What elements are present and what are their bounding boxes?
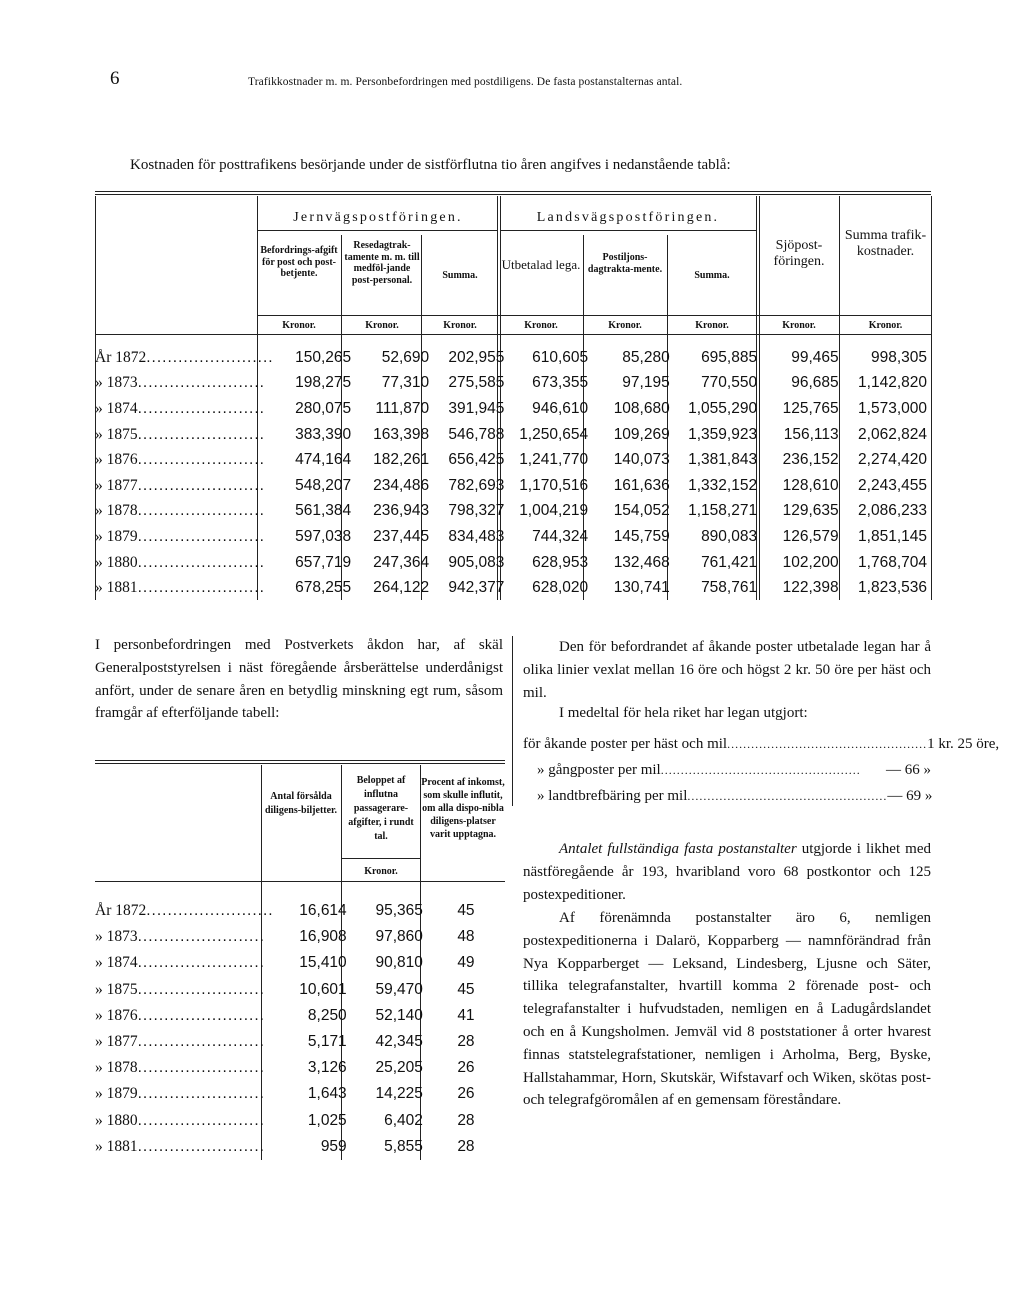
column-divider — [512, 636, 513, 806]
row-year-label: » 1881 — [95, 1137, 138, 1155]
table-top-rule — [95, 760, 505, 761]
table-cell: 59,470 — [375, 980, 423, 998]
italic-lead: Antalet fullständiga fasta postanstalter — [559, 841, 797, 857]
header-sjopost: Sjöpost-föringen. — [773, 238, 825, 270]
running-head: Trafikkostnader m. m. Personbefordringen med postdiligens. De fasta postanstalternas antal. — [248, 76, 683, 88]
table-cell: 126,579 — [782, 527, 839, 545]
row-year: » 1880........................ — [95, 553, 265, 571]
unit-label: Kronor. — [443, 320, 477, 331]
row-year-label: » 1881 — [95, 579, 138, 597]
unit-label: Kronor. — [524, 320, 558, 331]
table-cell: 202,955 — [448, 348, 505, 366]
table-cell: 383,390 — [295, 425, 352, 443]
row-year: År 1872........................ — [95, 348, 274, 366]
table-cell: 163,398 — [373, 425, 430, 443]
header-resedag: Resedagtrak-tamente m. m. till medföl-jande post-personal. — [344, 240, 420, 286]
table-cell: 122,398 — [782, 579, 839, 597]
header-belopp: Beloppet af influtna passagerare-afgifter, i rundt tal. — [348, 775, 414, 842]
table-row — [95, 473, 931, 499]
table-cell: 97,860 — [375, 928, 423, 946]
row-year-label: » 1876 — [95, 451, 138, 469]
table-row — [95, 1029, 505, 1055]
table-cell: 182,261 — [373, 451, 430, 469]
table-cell: 1,851,145 — [858, 527, 927, 545]
row-year: » 1877........................ — [95, 1033, 265, 1051]
row-year: » 1879........................ — [95, 527, 265, 545]
row-year-label: » 1874 — [95, 399, 138, 417]
row-year-label: » 1878 — [95, 502, 138, 520]
table-cell: 1,241,770 — [519, 451, 589, 469]
table-cell: 5,171 — [307, 1033, 347, 1051]
header-rule — [95, 881, 505, 882]
table-cell: 2,243,455 — [858, 476, 927, 494]
header-rule — [258, 315, 931, 316]
table-cell: 1,250,654 — [519, 425, 589, 443]
table-cell: 3,126 — [307, 1059, 347, 1077]
row-year: » 1875........................ — [95, 980, 265, 998]
row-year: » 1875........................ — [95, 425, 265, 443]
unit-rule — [95, 334, 931, 335]
table-cell: 234,486 — [373, 476, 430, 494]
table-row — [95, 371, 931, 397]
table-cell: 946,610 — [532, 399, 589, 417]
table-cell: 1,142,820 — [858, 374, 927, 392]
table-cell: 5,855 — [384, 1137, 423, 1155]
table-cell: 236,152 — [782, 451, 839, 469]
rate-value: — 66 » — [886, 762, 931, 778]
row-year-label: » 1876 — [95, 1006, 138, 1024]
group-landsvag: Landsvägspostföringen. — [536, 210, 720, 225]
table-cell: 108,680 — [613, 399, 670, 417]
table-cell: 610,605 — [532, 348, 589, 366]
table-cell: 678,255 — [295, 579, 352, 597]
table-cell: 597,038 — [295, 527, 352, 545]
table-cell: 49 — [457, 954, 475, 972]
table-row — [95, 977, 505, 1003]
table-cell: 546,788 — [448, 425, 505, 443]
left-paragraph: I personbefordringen med Postverkets åkdon har, af skäl Generalpoststyrelsen i näst föregående årsberättelse underdånigst anfört, under de senare åren en betydlig minskning egt rum, såsom framgår af efterföljande tabell: — [95, 637, 503, 722]
rate-row: » gångposter per mil .................................................. — 66 » — [523, 762, 931, 784]
row-year: » 1876........................ — [95, 451, 265, 469]
table-cell: 109,269 — [613, 425, 670, 443]
table-row — [95, 447, 931, 473]
table-cell: 128,610 — [782, 476, 839, 494]
table-row — [95, 550, 931, 576]
table-cell: 561,384 — [295, 502, 352, 520]
table-cell: 85,280 — [622, 348, 670, 366]
col-rule — [931, 196, 932, 600]
table-cell: 264,122 — [373, 579, 430, 597]
rate-value: 1 kr. 25 öre, — [927, 736, 1000, 752]
row-year: » 1874........................ — [95, 399, 265, 417]
table-cell: 77,310 — [381, 374, 430, 392]
table-cell: 657,719 — [295, 553, 352, 571]
rate-label: » gångposter per mil — [537, 762, 661, 778]
table-cell: 247,364 — [373, 553, 430, 571]
right-para-3 — [523, 838, 931, 906]
group-jernvag: Jernvägspostföringen. — [293, 210, 463, 225]
table-cell: 156,113 — [783, 425, 839, 443]
row-year-label: » 1877 — [95, 1033, 138, 1051]
table-cell: 758,761 — [701, 579, 758, 597]
header-postiljon: Postiljons-dagtrakta-mente. — [587, 252, 663, 275]
row-year-label: » 1873 — [95, 928, 138, 946]
header-befordring: Befordrings-afgift för post och post-betjente. — [260, 245, 338, 279]
table-cell: 15,410 — [299, 954, 347, 972]
row-year-label: » 1879 — [95, 527, 138, 545]
table-cell: 1,055,290 — [688, 399, 758, 417]
table-cell: 8,250 — [307, 1006, 347, 1024]
table-cell: 391,945 — [448, 399, 505, 417]
table-cell: 129,635 — [782, 502, 839, 520]
table-cell: 1,170,516 — [519, 476, 589, 494]
table-cell: 1,025 — [307, 1111, 347, 1129]
row-year-label: » 1877 — [95, 476, 138, 494]
row-year: » 1881........................ — [95, 1137, 265, 1155]
table-cell: 1,823,536 — [858, 579, 927, 597]
row-year-label: » 1875 — [95, 980, 138, 998]
unit-label: Kronor. — [868, 320, 903, 331]
unit-label: Kronor. — [365, 320, 399, 331]
table-cell: 145,759 — [613, 527, 670, 545]
rate-row: för åkande poster per häst och mil .................................................. 1 kr. 25 öre, — [523, 736, 1000, 752]
rate-list — [523, 736, 1000, 814]
table-top-rule — [95, 191, 931, 192]
row-year-label: » 1878 — [95, 1059, 138, 1077]
table-cell: 14,225 — [375, 1085, 423, 1103]
right-para-2: I medeltal för hela riket har legan utgjort: — [559, 705, 808, 721]
table-cell: 2,062,824 — [858, 425, 927, 443]
table-cell: 628,020 — [532, 579, 589, 597]
page-number: 6 — [110, 68, 120, 89]
unit-label: Kronor. — [782, 320, 816, 331]
row-year-label: » 1880 — [95, 1111, 138, 1129]
table-cell: 25,205 — [375, 1059, 423, 1077]
row-year-label: » 1873 — [95, 374, 138, 392]
right-para-1: Den för befordrandet af åkande poster utbetalade legan har å olika linier vexlat mellan 16 öre och högst 2 kr. 50 öre per häst och mil. — [523, 639, 931, 701]
row-year: » 1881........................ — [95, 579, 265, 597]
diligence-table-body — [95, 898, 505, 1160]
row-year: » 1880........................ — [95, 1111, 265, 1129]
table-cell: 28 — [457, 1137, 475, 1155]
table-cell: 798,327 — [448, 502, 505, 520]
table-cell: 1,359,923 — [688, 425, 758, 443]
table-cell: 161,636 — [613, 476, 670, 494]
table-row — [95, 1134, 505, 1160]
row-year: » 1877........................ — [95, 476, 265, 494]
intro-text: Kostnaden för posttrafikens besörjande under de sistförflutna tio åren angifves i nedanstående tablå: — [130, 157, 731, 173]
header-procent: Procent af inkomst, som skulle influtit, om alla dispo-nibla diligens-platser varit upptagna. — [421, 777, 505, 840]
table-cell: 42,345 — [375, 1033, 423, 1051]
table-cell: 95,365 — [375, 902, 423, 920]
cost-table-body — [95, 345, 931, 601]
table-row — [95, 1108, 505, 1134]
table-row — [95, 924, 505, 950]
row-year: År 1872........................ — [95, 902, 274, 920]
table-cell: 1,004,219 — [519, 502, 589, 520]
table-cell: 52,140 — [375, 1006, 423, 1024]
row-year: » 1879........................ — [95, 1085, 265, 1103]
table-cell: 41 — [457, 1006, 475, 1024]
unit-label: Kronor. — [608, 320, 642, 331]
row-year: » 1873........................ — [95, 928, 265, 946]
table-cell: 45 — [457, 902, 475, 920]
para-3-rest: utgjorde i likhet med nästföregående år 193, hvaribland voro 68 postkontor och 125 postexpeditioner. — [523, 841, 932, 903]
header-summa-2: Summa. — [694, 270, 730, 281]
table-row — [95, 575, 931, 601]
table-cell: 154,052 — [613, 502, 670, 520]
table-cell: 26 — [457, 1085, 475, 1103]
table-cell: 942,377 — [448, 579, 505, 597]
table-cell: 890,083 — [701, 527, 758, 545]
table-row — [95, 396, 931, 422]
row-year-label: » 1874 — [95, 954, 138, 972]
table-cell: 96,685 — [791, 374, 839, 392]
table-cell: 656,425 — [448, 451, 505, 469]
row-year-label: År 1872 — [95, 902, 147, 920]
table-cell: 1,332,152 — [688, 476, 758, 494]
table-cell: 782,693 — [448, 476, 505, 494]
table-cell: 99,465 — [791, 348, 839, 366]
table-cell: 10,601 — [299, 980, 347, 998]
table-cell: 6,402 — [384, 1111, 423, 1129]
table-row — [95, 345, 931, 371]
table-row — [95, 898, 505, 924]
table-row — [95, 422, 931, 448]
row-year: » 1873........................ — [95, 374, 265, 392]
row-year-label: » 1880 — [95, 553, 138, 571]
right-para-4: Af förenämnda postanstalter äro 6, nemligen postexpeditionerna i Dalarö, Kopparberg — namnförändrad från Nya Kopparberget — Leksand, Lindesberg, Ljusne och Säter, tillika telegrafanstalter, hvartill komma 2 förenade post- och telegrafanstalter i hufvudstaden, nemligen en å Ladugårdslandet och en å Kungsholmen. Jemväl vid 8 poststationer å orter hvarest finnas statstelegrafstationer, nemligen i Arholma, Berg, Byske, Hallstahammar, Horn, Skutskär, Wifstavarf och Wiken, skötas post- och telegrafgöromålen af en gemensam föreståndare. — [523, 910, 931, 1109]
table-cell: 48 — [457, 928, 475, 946]
table-cell: 2,086,233 — [858, 502, 927, 520]
table-cell: 140,073 — [613, 451, 670, 469]
table-cell: 130,741 — [613, 579, 670, 597]
row-year-label: År 1872 — [95, 348, 147, 366]
table-cell: 959 — [320, 1137, 347, 1155]
table-cell: 150,265 — [295, 348, 352, 366]
header-summa-traf: Summa trafik-kostnader. — [844, 228, 927, 260]
table-cell: 16,908 — [299, 928, 347, 946]
rate-label: » landtbrefbäring per mil — [537, 788, 688, 804]
table-cell: 2,274,420 — [858, 451, 927, 469]
table-row — [95, 1003, 505, 1029]
table-row — [95, 1055, 505, 1081]
table-cell: 45 — [457, 980, 475, 998]
group-rule — [500, 230, 756, 231]
table-cell: 28 — [457, 1033, 475, 1051]
table-row — [95, 1081, 505, 1107]
table-cell: 905,083 — [448, 553, 505, 571]
table-cell: 744,324 — [532, 527, 589, 545]
table-top-rule — [95, 763, 505, 764]
table-cell: 1,768,704 — [858, 553, 927, 571]
table-cell: 125,765 — [782, 399, 839, 417]
table-cell: 1,573,000 — [858, 399, 927, 417]
unit-label: Kronor. — [282, 320, 316, 331]
table-cell: 90,810 — [375, 954, 423, 972]
table-cell: 198,275 — [295, 374, 352, 392]
table-cell: 52,690 — [381, 348, 430, 366]
unit-label: Kronor. — [695, 320, 729, 331]
header-antal: Antal försålda diligens-biljetter. — [264, 791, 338, 816]
table-cell: 474,164 — [295, 451, 352, 469]
rate-row: » landtbrefbäring per mil .................................................. — 69 » — [523, 788, 931, 810]
unit-label: Kronor. — [364, 866, 398, 877]
table-row — [95, 524, 931, 550]
table-top-rule — [95, 194, 931, 195]
table-cell: 97,195 — [622, 374, 670, 392]
table-cell: 1,643 — [307, 1085, 347, 1103]
row-year: » 1874........................ — [95, 954, 265, 972]
row-year: » 1878........................ — [95, 502, 265, 520]
table-cell: 998,305 — [870, 348, 927, 366]
header-utbetalad: Utbetalad lega. — [501, 257, 581, 272]
rate-label: för åkande poster per häst och mil — [523, 736, 728, 752]
table-cell: 236,943 — [373, 502, 430, 520]
row-year-label: » 1879 — [95, 1085, 138, 1103]
row-year: » 1876........................ — [95, 1006, 265, 1024]
table-cell: 16,614 — [299, 902, 347, 920]
table-cell: 695,885 — [701, 348, 758, 366]
group-rule — [258, 230, 498, 231]
table-cell: 275,585 — [448, 374, 505, 392]
table-cell: 28 — [457, 1111, 475, 1129]
table-row — [95, 950, 505, 976]
table-cell: 111,870 — [375, 399, 430, 417]
table-cell: 132,468 — [613, 553, 670, 571]
table-cell: 26 — [457, 1059, 475, 1077]
table-cell: 1,158,271 — [688, 502, 758, 520]
table-cell: 280,075 — [295, 399, 352, 417]
row-year: » 1878........................ — [95, 1059, 265, 1077]
table-cell: 548,207 — [295, 476, 352, 494]
table-cell: 1,381,843 — [688, 451, 758, 469]
table-cell: 628,953 — [532, 553, 589, 571]
table-cell: 673,355 — [532, 374, 589, 392]
unit-rule — [342, 858, 420, 859]
table-cell: 237,445 — [373, 527, 430, 545]
table-row — [95, 499, 931, 525]
table-cell: 102,200 — [782, 553, 839, 571]
header-summa-1: Summa. — [442, 270, 478, 281]
table-cell: 761,421 — [701, 553, 758, 571]
rate-value: — 69 » — [887, 788, 933, 804]
table-cell: 770,550 — [701, 374, 758, 392]
row-year-label: » 1875 — [95, 425, 138, 443]
table-cell: 834,483 — [448, 527, 505, 545]
